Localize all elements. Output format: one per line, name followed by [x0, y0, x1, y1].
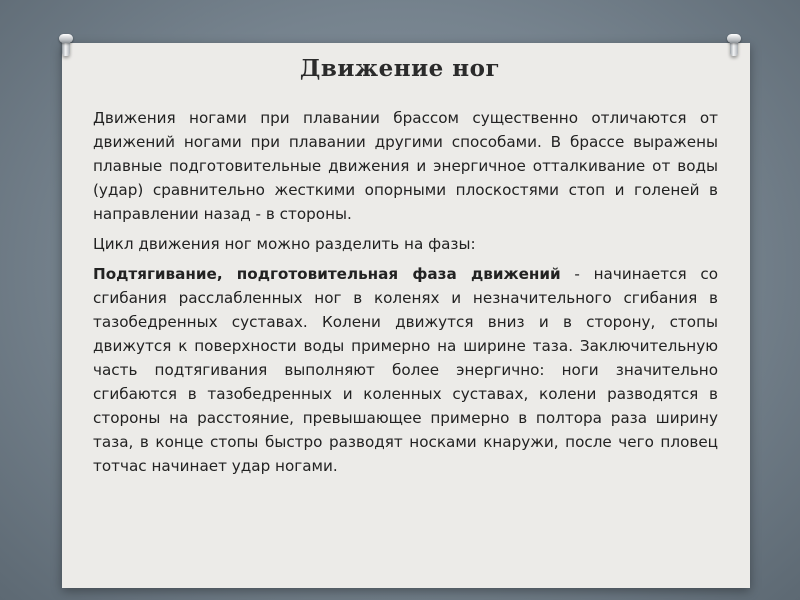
paragraph-intro: Движения ногами при плавании брассом существенно отличаются от движений ногами при плавании другими способами. В брассе выражены плавные подготовительные движения и энергичное отталкивание от воды (удар) сравнительно жесткими опорными плоскостями стоп и голеней в направлении назад - в стороны.: [93, 109, 718, 223]
slide-title: Движение ног: [299, 55, 501, 82]
paragraph-phases: Цикл движения ног можно разделить на фазы:: [93, 235, 476, 253]
phase-text: - начинается со сгибания расслабленных ног в коленях и незначительного сгибания в тазобедренных суставах. Колени движутся вниз и в сторону, стопы движутся к поверхности воды примерно на ширине таза. Заключительную часть подтягивания выполняют более энергично: ноги значительно сгибаются в тазобедренных и коленных суставах, колени разводятся в стороны на расстояние, превышающее примерно в полтора раза ширину таза, в конце стопы быстро разводят носками кнаружи, после чего пловец тотчас начинает удар ногами.: [93, 265, 718, 475]
phase-lead: Подтягивание, подготовительная фаза движений: [93, 265, 561, 283]
paragraph-phase-1: [93, 262, 718, 478]
slide-body: [93, 106, 718, 484]
